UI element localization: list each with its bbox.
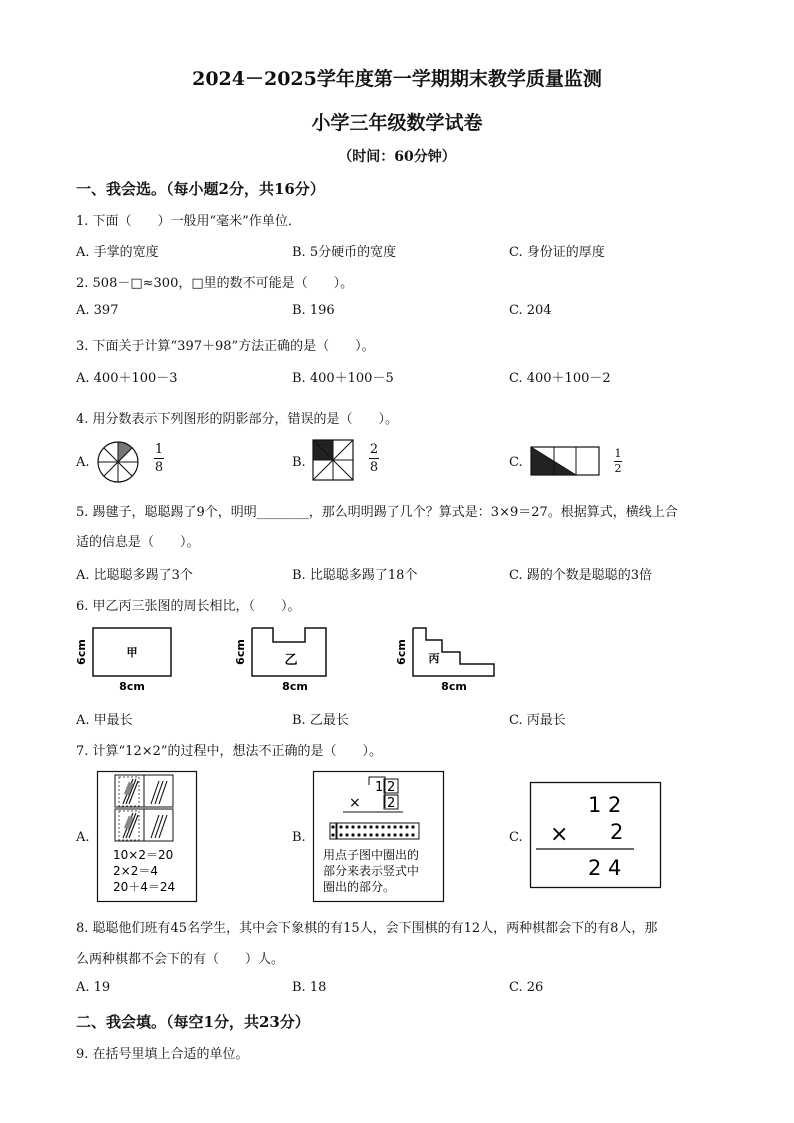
shape-name: 甲 bbox=[126, 646, 138, 659]
numerator: 1 bbox=[154, 442, 164, 457]
question-stem: 1. 下面（ ）一般用“毫米”作单位． bbox=[76, 214, 301, 229]
option-a: A. 19 bbox=[76, 980, 111, 995]
option-c: C. bbox=[509, 830, 523, 845]
question-stem: 2. 508－□≈300，□里的数不可能是（ ）。 bbox=[76, 276, 354, 291]
denominator: 8 bbox=[154, 460, 164, 475]
rectangle-thirds-figure bbox=[531, 447, 599, 475]
option-a: A. 甲最长 bbox=[76, 713, 133, 728]
question-stem-continued: 适的信息是（ ）。 bbox=[76, 535, 200, 550]
option-b: B. 乙最长 bbox=[292, 713, 349, 728]
option-a: A. 比聪聪多踢了3个 bbox=[76, 568, 193, 583]
width-label: 8cm bbox=[119, 680, 145, 693]
exam-title: 2024－2025学年度第一学期期末教学质量监测 bbox=[192, 68, 602, 90]
shape-name: 乙 bbox=[284, 653, 298, 668]
option-b: B. 196 bbox=[292, 303, 335, 318]
times-sign: × bbox=[550, 822, 569, 847]
option-b: B. bbox=[292, 830, 306, 845]
question-stem: 8. 聪聪他们班有45名学生，其中会下象棋的有15人，会下围棋的有12人，两种棋都会下的有8人，那 bbox=[76, 921, 658, 936]
option-a: A. 手掌的宽度 bbox=[76, 245, 159, 260]
width-label: 8cm bbox=[282, 680, 308, 693]
numerator: 2 bbox=[369, 442, 379, 457]
fraction-a bbox=[154, 442, 164, 475]
figure-yi bbox=[235, 624, 335, 696]
option-b: B. 5分硬币的宽度 bbox=[292, 245, 397, 260]
calc-line: 20＋4＝24 bbox=[113, 880, 176, 894]
option-b: B. 比聪聪多踢了18个 bbox=[292, 568, 418, 583]
numerator: 1 bbox=[614, 447, 622, 460]
calc-line: 2×2＝4 bbox=[113, 864, 158, 878]
question-stem: 9. 在括号里填上合适的单位。 bbox=[76, 1047, 249, 1062]
option-c: C. 26 bbox=[509, 980, 544, 995]
question-stem: 6. 甲乙丙三张图的周长相比，（ ）。 bbox=[76, 599, 301, 614]
denominator: 2 bbox=[614, 462, 622, 475]
question-stem: 5. 踢毽子，聪聪踢了9个，明明________，那么明明踢了几个？算式是：3×9＝27。根据算式，横线上合 bbox=[76, 505, 678, 520]
exam-time: （时间：60分钟） bbox=[338, 149, 456, 165]
height-label: 6cm bbox=[395, 639, 408, 665]
width-label: 8cm bbox=[441, 680, 467, 693]
option-c: C. 204 bbox=[509, 303, 552, 318]
height-label: 6cm bbox=[75, 639, 88, 665]
digit: 1 bbox=[375, 780, 384, 795]
caption-line: 用点子图中圈出的 bbox=[323, 848, 420, 862]
bundle-sticks-figure bbox=[97, 771, 197, 902]
option-a: A. 400＋100－3 bbox=[76, 371, 178, 386]
option-a: A. bbox=[76, 830, 90, 845]
caption-line: 部分来表示竖式中 bbox=[323, 864, 420, 878]
figure-bing bbox=[396, 624, 496, 696]
section-heading: 一、我会选。（每小题2分，共16分） bbox=[76, 180, 325, 198]
option-b: B. 400＋100－5 bbox=[292, 371, 394, 386]
option-c: C. 丙最长 bbox=[509, 713, 566, 728]
option-c: C. 400＋100－2 bbox=[509, 371, 611, 386]
times-sign: × bbox=[349, 795, 361, 811]
dot-array-figure bbox=[313, 771, 444, 902]
fraction-c bbox=[614, 448, 622, 475]
product: 2 4 bbox=[588, 856, 622, 880]
option-b: B. 18 bbox=[292, 980, 327, 995]
option-b: B. bbox=[292, 455, 306, 470]
shape-name: 丙 bbox=[428, 652, 440, 665]
option-c: C. bbox=[509, 455, 523, 470]
option-c: C. 踢的个数是聪聪的3倍 bbox=[509, 568, 653, 583]
question-stem: 7. 计算“12×2”的过程中，想法不正确的是（ ）。 bbox=[76, 744, 383, 759]
calc-line: 10×2＝20 bbox=[113, 848, 174, 862]
figure-jia bbox=[76, 624, 176, 696]
option-c: C. 身份证的厚度 bbox=[509, 245, 605, 260]
exam-subtitle: 小学三年级数学试卷 bbox=[311, 112, 483, 134]
question-stem: 3. 下面关于计算“397＋98”方法正确的是（ ）。 bbox=[76, 339, 375, 354]
multiplicand: 1 2 bbox=[588, 793, 622, 817]
section-heading: 二、我会填。（每空1分，共23分） bbox=[76, 1013, 310, 1031]
question-stem: 4. 用分数表示下列图形的阴影部分，错误的是（ ）。 bbox=[76, 412, 399, 427]
option-a: A. 397 bbox=[76, 303, 119, 318]
option-a: A. bbox=[76, 455, 90, 470]
vertical-multiplication-figure bbox=[530, 782, 661, 888]
denominator: 8 bbox=[369, 460, 379, 475]
digit: 2 bbox=[387, 780, 396, 795]
circle-eighths-figure bbox=[96, 440, 140, 484]
height-label: 6cm bbox=[234, 639, 247, 665]
digit: 2 bbox=[387, 796, 396, 811]
question-stem-continued: 么两种棋都不会下的有（ ）人。 bbox=[76, 952, 285, 967]
caption-line: 圈出的部分。 bbox=[323, 880, 396, 894]
multiplier: 2 bbox=[610, 820, 624, 844]
fraction-b bbox=[369, 442, 379, 475]
square-eighths-figure bbox=[313, 440, 353, 480]
